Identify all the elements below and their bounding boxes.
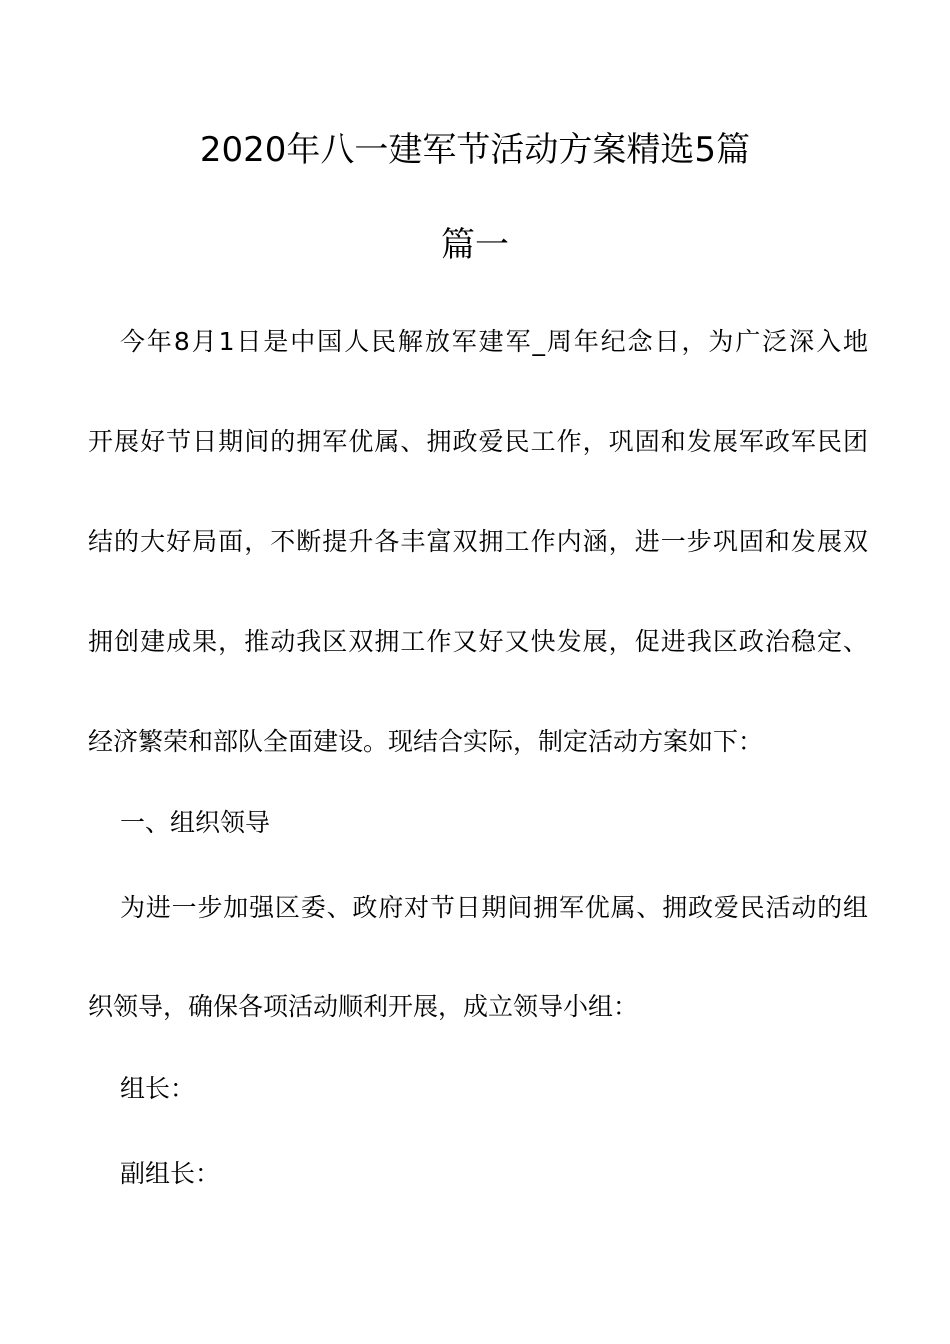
paragraph-line: 织领导，确保各项活动顺利开展，成立领导小组： — [88, 992, 639, 1021]
paragraph-line: 经济繁荣和部队全面建设。现结合实际，制定活动方案如下： — [88, 727, 764, 756]
leader-label: 组长： — [120, 1074, 196, 1103]
paragraph-line: 开展好节日期间的拥军优属、拥政爱民工作，巩固和发展军政军民团 — [88, 427, 868, 456]
section-title: 篇一 — [441, 225, 509, 265]
deputy-leader-label: 副组长： — [120, 1159, 221, 1188]
document-title: 2020年八一建军节活动方案精选5篇 — [199, 130, 751, 170]
paragraph-line: 拥创建成果，推动我区双拥工作又好又快发展，促进我区政治稳定、 — [88, 627, 868, 656]
paragraph-line: 今年8月1日是中国人民解放军建军_周年纪念日，为广泛深入地 — [120, 327, 868, 356]
paragraph-line: 结的大好局面，不断提升各丰富双拥工作内涵，进一步巩固和发展双 — [88, 527, 868, 556]
heading-organization: 一、组织领导 — [120, 808, 271, 837]
paragraph-line: 为进一步加强区委、政府对节日期间拥军优属、拥政爱民活动的组 — [120, 893, 868, 922]
